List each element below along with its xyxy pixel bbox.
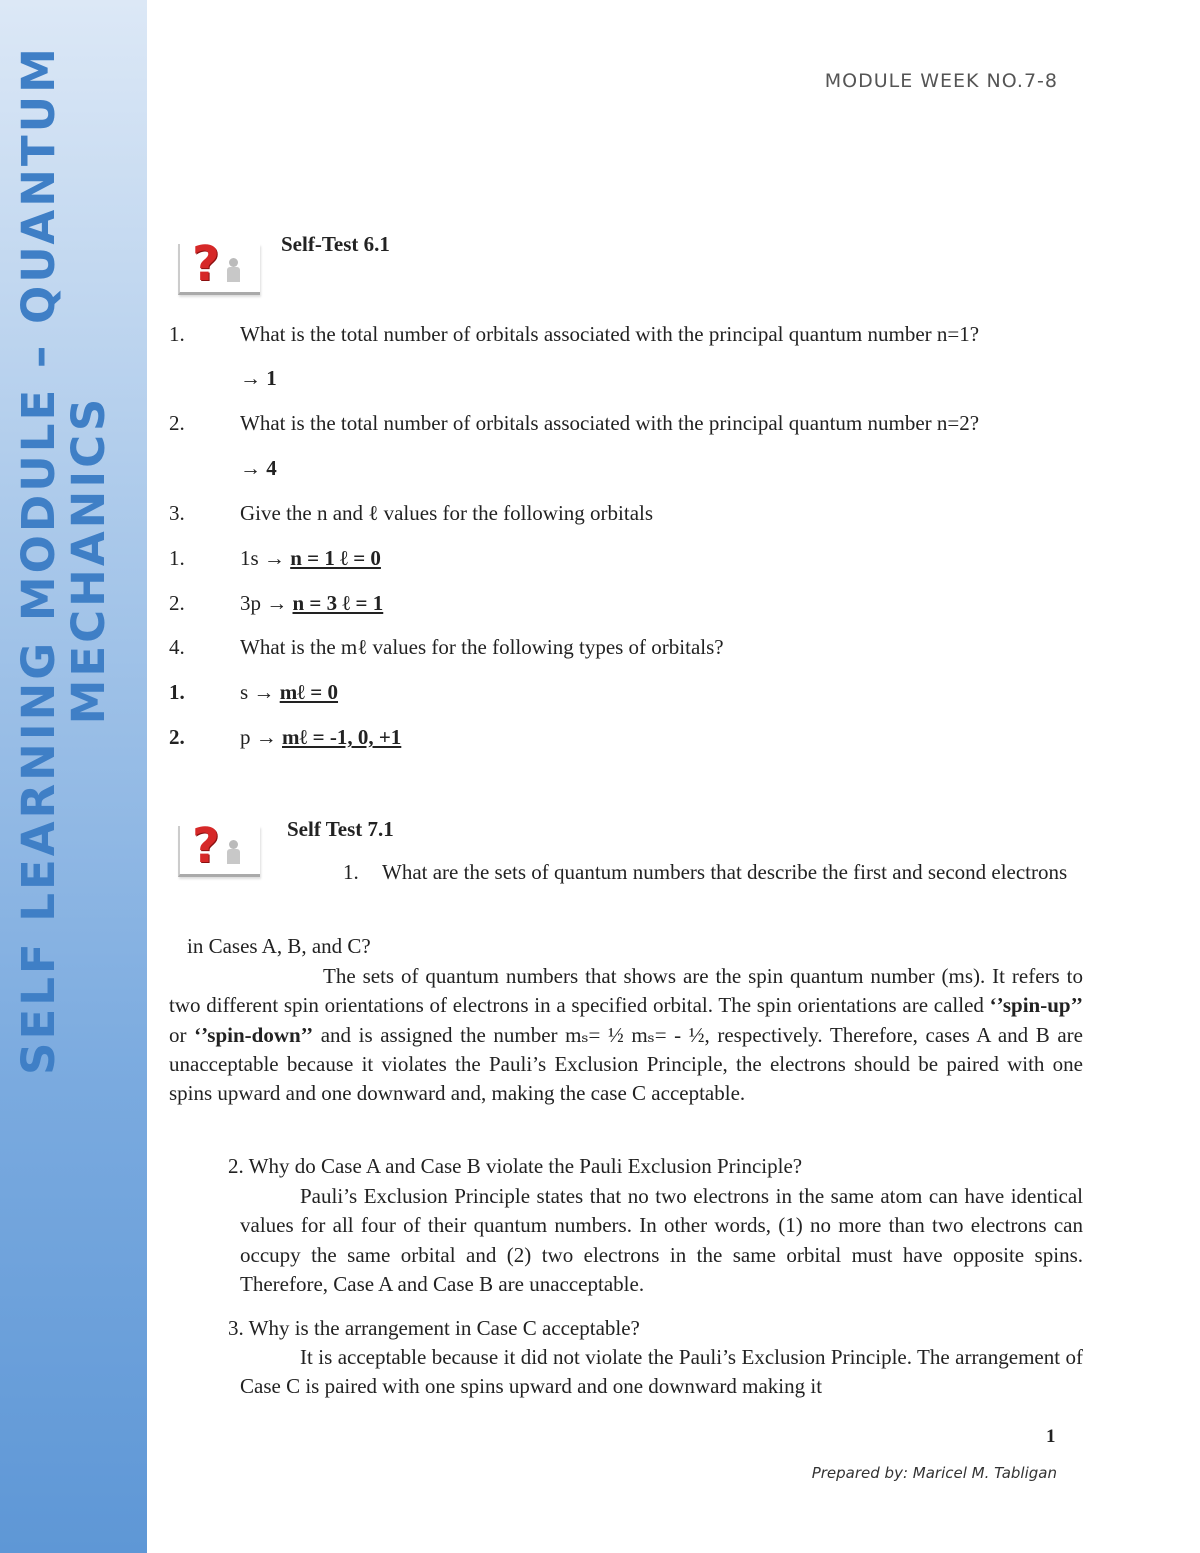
- list-item: [240, 589, 383, 618]
- list-item-number: 2.: [169, 591, 185, 615]
- prepared-by: Prepared by: Maricel M. Tabligan: [811, 1464, 1057, 1482]
- question-text-continued: in Cases A, B, and C?: [187, 934, 371, 958]
- list-item-number: 3.: [169, 501, 185, 525]
- list-item-number: 4.: [169, 635, 185, 659]
- sidebar-title-line1: SELF LEARNING MODULE – QUANTUM: [12, 45, 65, 1075]
- answer-text: → 1: [240, 366, 277, 390]
- answer-paragraph: Pauli’s Exclusion Principle states that no two electrons in the same atom can have identical values for all four of their quantum numbers. In other words, (1) no more than two electrons can occupy the same orbital and (2) two electrons in the same orbital must have opposite spins. Therefore, Case A and Case B are unacceptable.: [240, 1184, 1083, 1296]
- self-test-71-title: Self Test 7.1: [287, 817, 394, 841]
- answer-paragraph: [169, 962, 1083, 1108]
- spin-down-term: ‘’spin-down’’: [194, 1022, 314, 1047]
- orbital-label: 1s →: [240, 546, 291, 570]
- question-text: Give the n and ℓ values for the following orbitals: [240, 501, 654, 525]
- list-item-number: 1.: [169, 546, 185, 570]
- orbital-label: 3p →: [240, 591, 293, 615]
- question-text: What is the mℓ values for the following types of orbitals?: [240, 635, 724, 659]
- sidebar-band: [0, 0, 147, 1553]
- answer-text: → 4: [240, 456, 277, 480]
- answer-text: mℓ = -1, 0, +1: [282, 725, 402, 749]
- question-text: What is the total number of orbitals associated with the principal quantum number n=2?: [240, 411, 980, 435]
- question-text: What is the total number of orbitals associated with the principal quantum number n=1?: [240, 322, 980, 346]
- answer-text: n = 1 ℓ = 0: [290, 546, 381, 570]
- answer-text: and is assigned the number mₛ= ½ mₛ= - ½, respectively. Therefore, cases A and B are unacceptable because it violates the Pauli’s Exclusion Principle, the electrons should be paired with one spins upward and one downward and, making the case C acceptable.: [169, 1022, 1083, 1106]
- orbital-label: s →: [240, 680, 280, 704]
- self-test-61-title: Self-Test 6.1: [281, 232, 390, 256]
- orbital-label: p →: [240, 725, 282, 749]
- answer-text: mℓ = 0: [279, 680, 339, 704]
- sidebar-title-line2: MECHANICS: [62, 395, 115, 725]
- list-item-number: 1.: [169, 680, 185, 704]
- list-item-number: 1.: [343, 860, 359, 884]
- answer-text: or: [169, 1022, 195, 1047]
- list-item: [240, 723, 401, 752]
- question-mark-icon: ?: [178, 244, 260, 295]
- answer-text: n = 3 ℓ = 1: [292, 591, 384, 615]
- list-item: [240, 678, 338, 707]
- sidebar-title: [14, 10, 134, 1110]
- page-number: 1: [1046, 1426, 1056, 1447]
- question-text: 2. Why do Case A and Case B violate the Pauli Exclusion Principle?: [228, 1154, 803, 1178]
- spin-up-term: ‘’spin-up’’: [989, 993, 1083, 1018]
- list-item: [240, 544, 381, 573]
- question-mark-icon: ?: [178, 826, 260, 877]
- list-item-number: 2.: [169, 725, 185, 749]
- module-week-header: MODULE WEEK NO.7-8: [824, 70, 1058, 92]
- answer-text: The sets of quantum numbers that shows are the spin quantum number (ms). It refers to two different spin orientations of electrons in a specified orbital. The spin orientations are called: [169, 964, 1083, 1018]
- list-item-number: 1.: [169, 322, 185, 346]
- question-text: What are the sets of quantum numbers that describe the first and second electrons: [382, 860, 1068, 884]
- answer-paragraph: It is acceptable because it did not violate the Pauli’s Exclusion Principle. The arrangement of Case C is paired with one spins upward and one downward making it: [240, 1345, 1083, 1399]
- question-text: 3. Why is the arrangement in Case C acceptable?: [228, 1316, 640, 1340]
- list-item-number: 2.: [169, 411, 185, 435]
